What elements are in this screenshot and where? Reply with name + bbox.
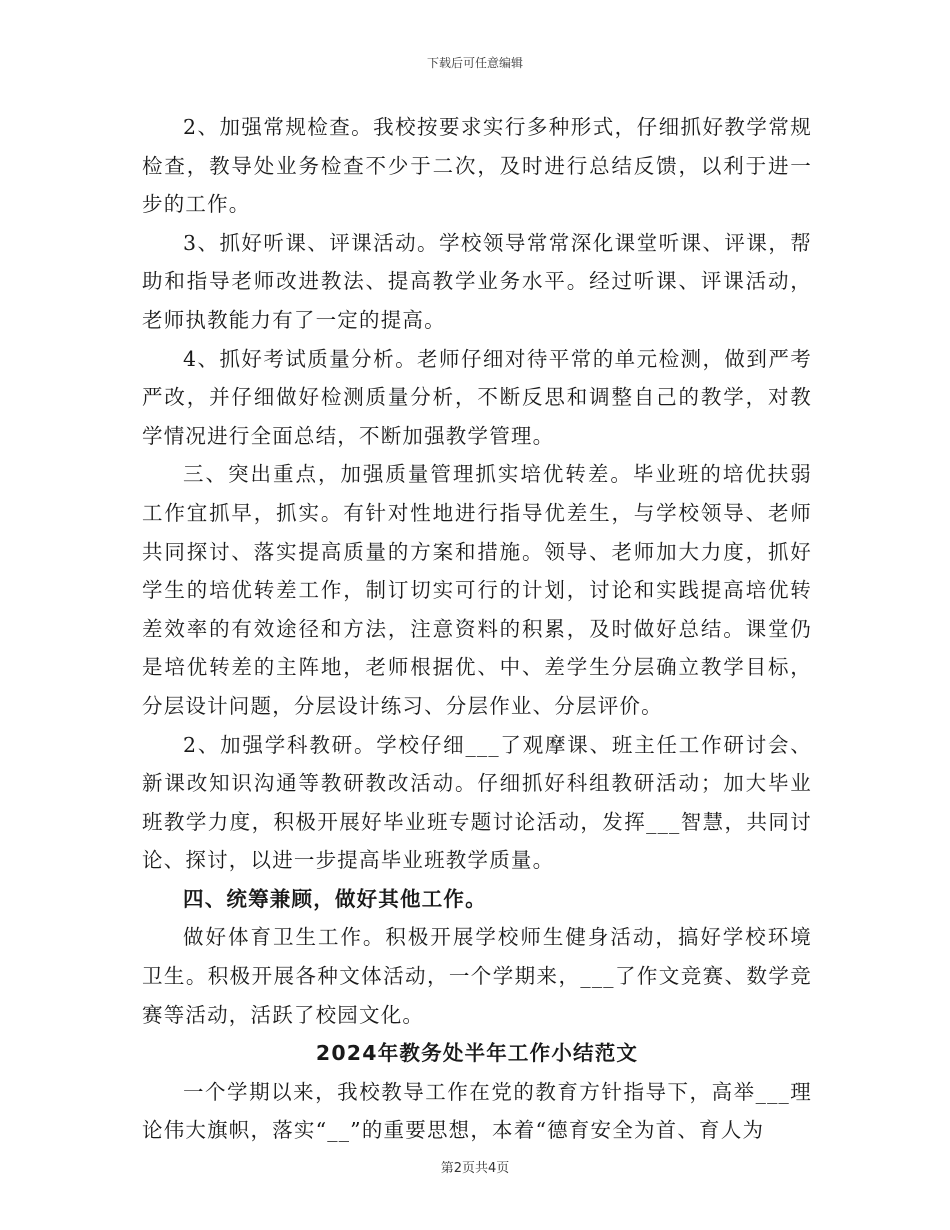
paragraph-lesson-observation: 3、抓好听课、评课活动。学校领导常常深化课堂听课、评课，帮助和指导老师改进教法、提高教学业务水平。经过听课、评课活动，老师执教能力有了一定的提高。 bbox=[142, 230, 812, 332]
paragraph-sports-hygiene: 做好体育卫生工作。积极开展学校师生健身活动，搞好学校环境卫生。积极开展各种文体活动，一个学期来，___了作文竞赛、数学竞赛等活动，活跃了校园文化。 bbox=[142, 925, 812, 1027]
paragraph-article-intro: 一个学期以来，我校教导工作在党的教育方针指导下，高举___理论伟大旗帜，落实“__”的重要思想，本着“德育安全为首、育人为 bbox=[142, 1079, 812, 1143]
article-title: 2024年教务处半年工作小结范文 bbox=[315, 1041, 639, 1066]
document-body bbox=[142, 108, 812, 1150]
page-header: 下载后可任意编辑 bbox=[426, 56, 523, 70]
page-footer: 第2页共4页 bbox=[440, 1161, 510, 1176]
section-heading: 四、统筹兼顾，做好其他工作。 bbox=[183, 886, 487, 911]
paragraph-subject-research: 2、加强学科教研。学校仔细___了观摩课、班主任工作研讨会、新课改知识沟通等教研教改活动。仔细抓好科组教研活动；加大毕业班教学力度，积极开展好毕业班专题讨论活动，发挥___智慧，共同讨论、探讨，以进一步提高毕业班教学质量。 bbox=[142, 732, 812, 873]
paragraph-exam-analysis: 4、抓好考试质量分析。老师仔细对待平常的单元检测，做到严考严改，并仔细做好检测质量分析，不断反思和调整自己的教学，对教学情况进行全面总结，不断加强教学管理。 bbox=[142, 346, 812, 448]
paragraph-quality-management: 三、突出重点，加强质量管理抓实培优转差。毕业班的培优扶弱工作宜抓早，抓实。有针对性地进行指导优差生，与学校领导、老师共同探讨、落实提高质量的方案和措施。领导、老师加大力度，抓好学生的培优转差工作，制订切实可行的计划，讨论和实践提高培优转差效率的有效途径和方法，注意资料的积累，及时做好总结。课堂仍是培优转差的主阵地，老师根据优、中、差学生分层确立教学目标，分层设计问题，分层设计练习、分层作业、分层评价。 bbox=[142, 462, 812, 718]
paragraph-routine-inspection: 2、加强常规检查。我校按要求实行多种形式，仔细抓好教学常规检查，教导处业务检查不少于二次，及时进行总结反馈，以利于进一步的工作。 bbox=[142, 115, 812, 217]
